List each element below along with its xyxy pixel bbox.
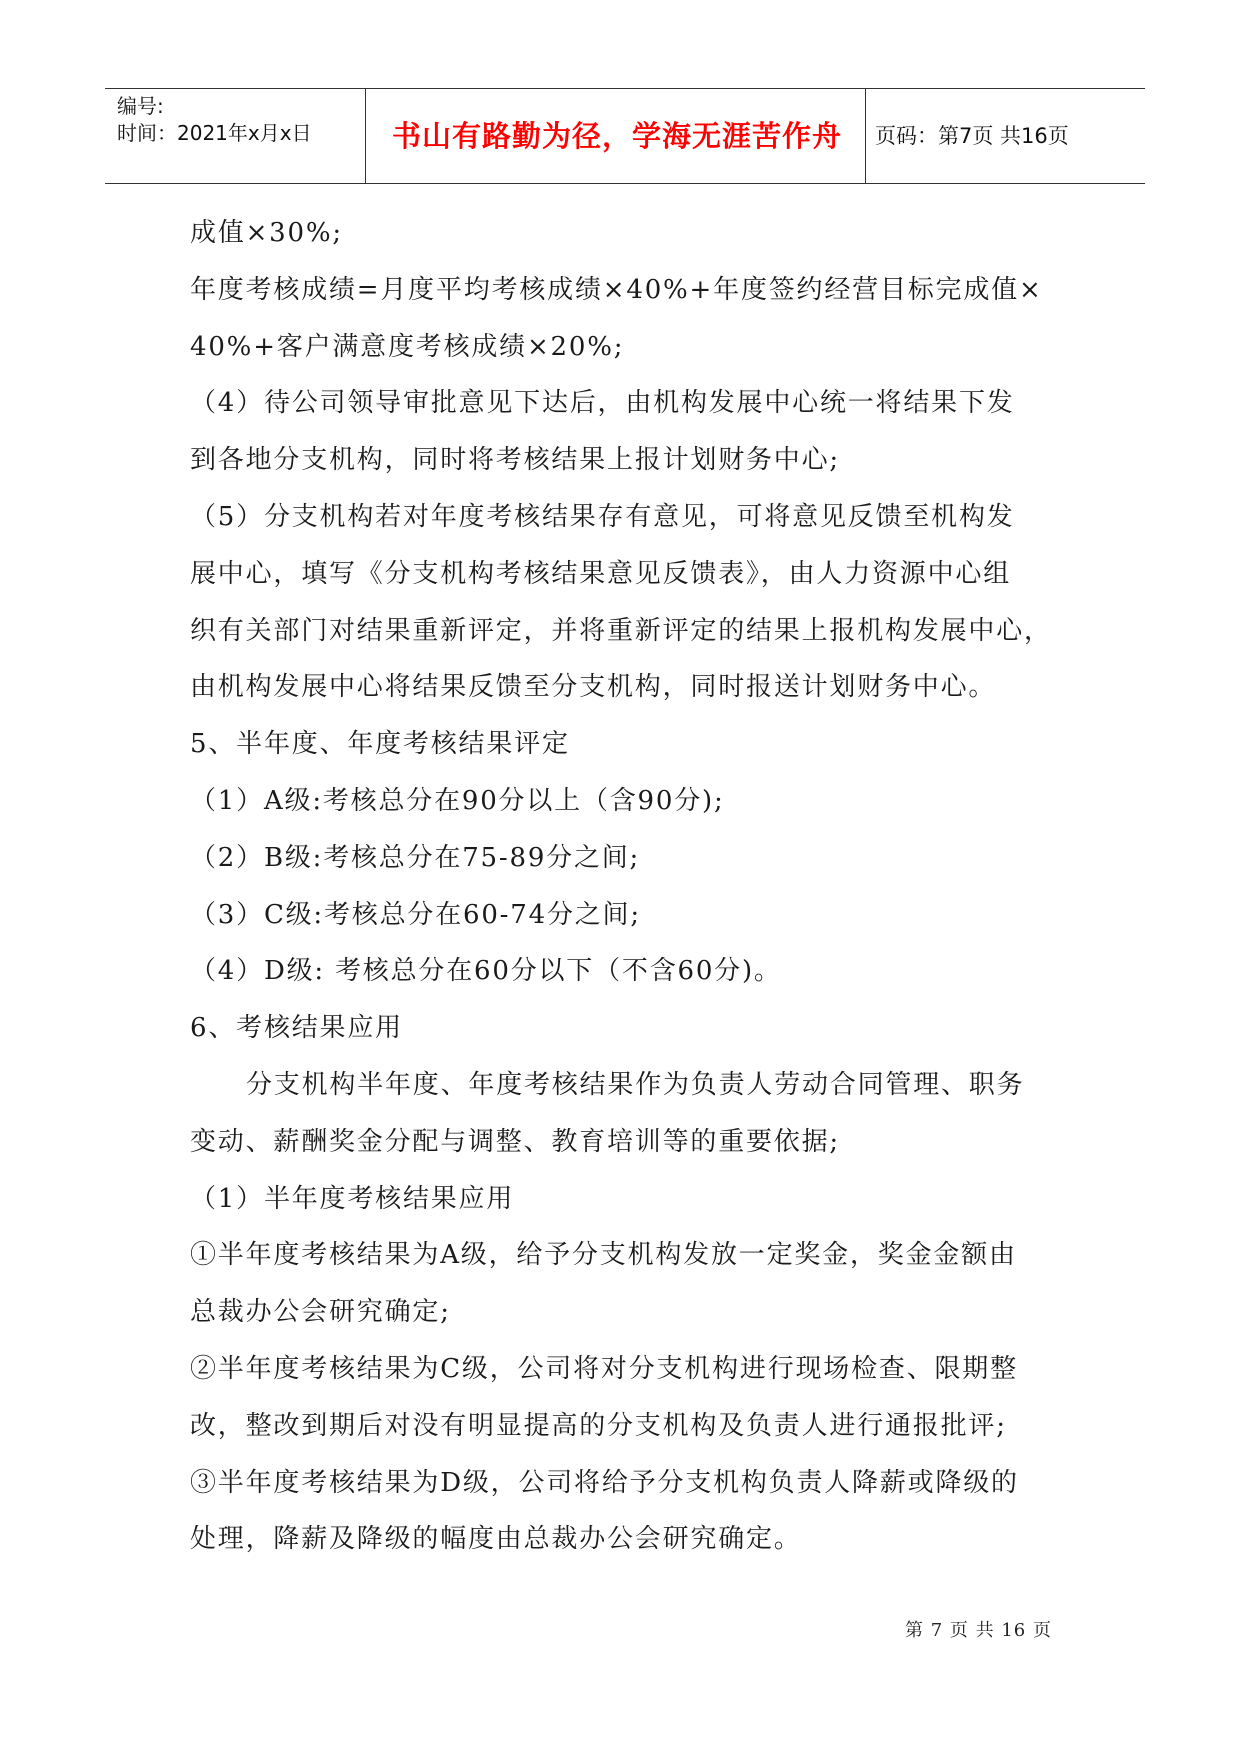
body-line: 织有关部门对结果重新评定，并将重新评定的结果上报机构发展中心， xyxy=(190,615,1052,646)
body-line: （1）半年度考核结果应用 xyxy=(190,1183,515,1214)
body-line: 总裁办公会研究确定; xyxy=(190,1297,451,1328)
body-line: 40%+客户满意度考核成绩×20%; xyxy=(190,331,625,362)
page-header xyxy=(105,88,1145,184)
body-line: （1）A级:考核总分在90分以上（含90分); xyxy=(190,785,725,816)
document-date: 时间：2021年x月x日 xyxy=(117,121,312,145)
body-line: 年度考核成绩=月度平均考核成绩×40%+年度签约经营目标完成值× xyxy=(190,274,1043,305)
body-line: （4）待公司领导审批意见下达后，由机构发展中心统一将结果下发 xyxy=(190,388,1015,419)
body-line: 改，整改到期后对没有明显提高的分支机构及负责人进行通报批评; xyxy=(190,1410,1007,1441)
section-heading: 5、半年度、年度考核结果评定 xyxy=(190,729,570,760)
body-line: ①半年度考核结果为A级，给予分支机构发放一定奖金，奖金金额由 xyxy=(190,1240,1017,1271)
body-line: 变动、薪酬奖金分配与调整、教育培训等的重要依据; xyxy=(190,1126,840,1157)
section-heading: 6、考核结果应用 xyxy=(190,1013,403,1044)
header-meta xyxy=(117,93,312,147)
body-line: 成值×30%; xyxy=(190,218,343,248)
body-line: ③半年度考核结果为D级，公司将给予分支机构负责人降薪或降级的 xyxy=(190,1467,1019,1498)
body-line: （4）D级: 考核总分在60分以下（不含60分)。 xyxy=(190,956,782,987)
body-line: （5）分支机构若对年度考核结果存有意见，可将意见反馈至机构发 xyxy=(190,501,1015,532)
body-line: 处理，降薪及降级的幅度由总裁办公会研究确定。 xyxy=(190,1524,802,1555)
body-line: （3）C级:考核总分在60-74分之间; xyxy=(190,899,641,930)
document-body xyxy=(190,205,1070,1568)
body-line: 到各地分支机构，同时将考核结果上报计划财务中心; xyxy=(190,445,840,476)
body-line: 分支机构半年度、年度考核结果作为负责人劳动合同管理、职务 xyxy=(246,1069,1025,1100)
body-line: （2）B级:考核总分在75-89分之间; xyxy=(190,842,641,873)
document-number-label: 编号: xyxy=(117,94,164,118)
header-divider-right xyxy=(865,89,866,183)
header-motto: 书山有路勤为径，学海无涯苦作舟 xyxy=(391,119,842,153)
header-page-info: 页码：第7页 共16页 xyxy=(875,124,1069,148)
body-line: 由机构发展中心将结果反馈至分支机构，同时报送计划财务中心。 xyxy=(190,672,997,703)
page-footer: 第 7 页 共 16 页 xyxy=(905,1620,1052,1641)
header-divider-left xyxy=(365,89,366,183)
body-line: ②半年度考核结果为C级，公司将对分支机构进行现场检查、限期整 xyxy=(190,1353,1018,1384)
body-line: 展中心，填写《分支机构考核结果意见反馈表》，由人力资源中心组 xyxy=(190,558,1012,589)
